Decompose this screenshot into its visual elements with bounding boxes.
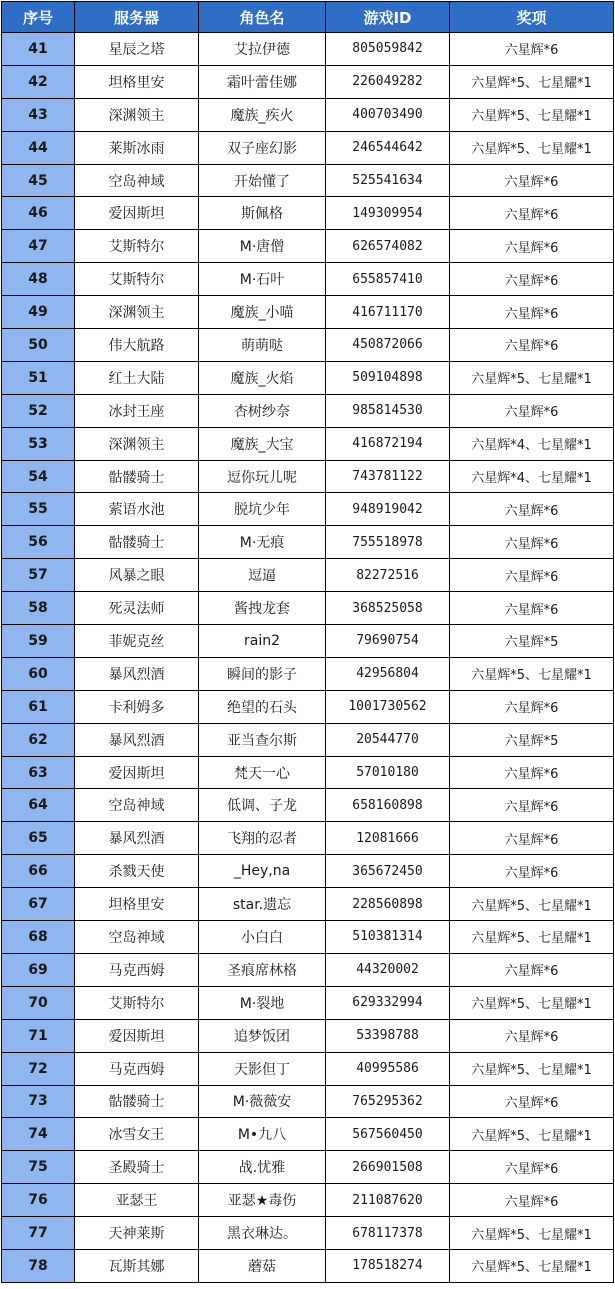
- row-server: 空岛神域: [75, 164, 199, 197]
- row-prize: 六星辉*6: [450, 33, 614, 66]
- row-role-name: M·薇薇安: [199, 1085, 326, 1118]
- row-prize: 六星辉*6: [450, 822, 614, 855]
- row-index: 66: [2, 855, 75, 888]
- table-row: [2, 263, 614, 296]
- row-index: 69: [2, 953, 75, 986]
- row-game-id: 629332994: [326, 986, 450, 1019]
- row-game-id: 368525058: [326, 592, 450, 625]
- row-role-name: 双子座幻影: [199, 131, 326, 164]
- row-game-id: 40995586: [326, 1052, 450, 1085]
- row-prize: 六星辉*6: [450, 526, 614, 559]
- row-prize: 六星辉*5、七星耀*1: [450, 986, 614, 1019]
- row-prize: 六星辉*6: [450, 329, 614, 362]
- row-prize: 六星辉*5、七星耀*1: [450, 361, 614, 394]
- header-row: [2, 2, 614, 33]
- row-index: 64: [2, 789, 75, 822]
- table-row: [2, 1019, 614, 1052]
- row-role-name: 魔族_小喵: [199, 296, 326, 329]
- table-row: [2, 164, 614, 197]
- row-role-name: M·无痕: [199, 526, 326, 559]
- table-row: [2, 1151, 614, 1184]
- row-role-name: star.遗忘: [199, 888, 326, 921]
- row-server: 深渊领主: [75, 98, 199, 131]
- row-server: 艾斯特尔: [75, 230, 199, 263]
- row-prize: 六星辉*5: [450, 723, 614, 756]
- row-server: 空岛神域: [75, 789, 199, 822]
- row-server: 爱因斯坦: [75, 197, 199, 230]
- row-index: 59: [2, 625, 75, 658]
- row-role-name: 魔族_大宝: [199, 427, 326, 460]
- row-role-name: 飞翔的忍者: [199, 822, 326, 855]
- table-row: [2, 1217, 614, 1250]
- row-game-id: 765295362: [326, 1085, 450, 1118]
- table-row: [2, 1184, 614, 1217]
- row-prize: 六星辉*6: [450, 394, 614, 427]
- row-index: 51: [2, 361, 75, 394]
- row-role-name: 魔族_疾火: [199, 98, 326, 131]
- row-server: 冰封王座: [75, 394, 199, 427]
- table-row: [2, 1249, 614, 1282]
- row-role-name: M·石叶: [199, 263, 326, 296]
- row-prize: 六星辉*6: [450, 1085, 614, 1118]
- row-prize: 六星辉*6: [450, 690, 614, 723]
- row-game-id: 400703490: [326, 98, 450, 131]
- row-game-id: 12081666: [326, 822, 450, 855]
- row-role-name: 圣痕席林格: [199, 953, 326, 986]
- row-game-id: 1001730562: [326, 690, 450, 723]
- row-server: 瓦斯其娜: [75, 1249, 199, 1282]
- table-row: [2, 427, 614, 460]
- row-server: 星辰之塔: [75, 33, 199, 66]
- table-row: [2, 953, 614, 986]
- row-game-id: 57010180: [326, 756, 450, 789]
- row-role-name: 小白白: [199, 921, 326, 954]
- row-prize: 六星辉*6: [450, 855, 614, 888]
- row-server: 暴风烈酒: [75, 723, 199, 756]
- row-role-name: 蘑菇: [199, 1249, 326, 1282]
- row-role-name: 斯佩格: [199, 197, 326, 230]
- row-prize: 六星辉*6: [450, 493, 614, 526]
- row-game-id: 178518274: [326, 1249, 450, 1282]
- row-role-name: 梵天一心: [199, 756, 326, 789]
- row-server: 天神莱斯: [75, 1217, 199, 1250]
- row-index: 58: [2, 592, 75, 625]
- table-row: [2, 690, 614, 723]
- row-server: 菲妮克丝: [75, 625, 199, 658]
- row-role-name: 追梦饭团: [199, 1019, 326, 1052]
- table-row: [2, 98, 614, 131]
- row-role-name: 杏树纱奈: [199, 394, 326, 427]
- table-row: [2, 592, 614, 625]
- row-game-id: 149309954: [326, 197, 450, 230]
- row-index: 57: [2, 559, 75, 592]
- table-row: [2, 822, 614, 855]
- row-prize: 六星辉*6: [450, 756, 614, 789]
- row-index: 75: [2, 1151, 75, 1184]
- table-row: [2, 65, 614, 98]
- row-game-id: 365672450: [326, 855, 450, 888]
- row-index: 56: [2, 526, 75, 559]
- row-prize: 六星辉*5、七星耀*1: [450, 131, 614, 164]
- row-prize: 六星辉*6: [450, 789, 614, 822]
- row-index: 47: [2, 230, 75, 263]
- table-row: [2, 329, 614, 362]
- header-game-id: 游戏ID: [326, 2, 450, 33]
- row-server: 马克西姆: [75, 953, 199, 986]
- row-index: 78: [2, 1249, 75, 1282]
- row-role-name: 绝望的石头: [199, 690, 326, 723]
- row-index: 76: [2, 1184, 75, 1217]
- row-server: 坦格里安: [75, 888, 199, 921]
- row-index: 49: [2, 296, 75, 329]
- row-server: 深渊领主: [75, 296, 199, 329]
- row-index: 77: [2, 1217, 75, 1250]
- row-prize: 六星辉*5、七星耀*1: [450, 657, 614, 690]
- row-index: 72: [2, 1052, 75, 1085]
- row-role-name: rain2: [199, 625, 326, 658]
- row-game-id: 53398788: [326, 1019, 450, 1052]
- row-role-name: 亚瑟★毒伤: [199, 1184, 326, 1217]
- row-server: 骷髅骑士: [75, 460, 199, 493]
- row-game-id: 510381314: [326, 921, 450, 954]
- row-index: 44: [2, 131, 75, 164]
- row-game-id: 948919042: [326, 493, 450, 526]
- row-game-id: 805059842: [326, 33, 450, 66]
- row-index: 62: [2, 723, 75, 756]
- row-game-id: 509104898: [326, 361, 450, 394]
- row-server: 爱因斯坦: [75, 1019, 199, 1052]
- table-row: [2, 986, 614, 1019]
- row-game-id: 211087620: [326, 1184, 450, 1217]
- row-server: 暴风烈酒: [75, 657, 199, 690]
- row-prize: 六星辉*4、七星耀*1: [450, 427, 614, 460]
- row-index: 45: [2, 164, 75, 197]
- table-row: [2, 493, 614, 526]
- row-server: 杀戮天使: [75, 855, 199, 888]
- table-row: [2, 855, 614, 888]
- row-server: 风暴之眼: [75, 559, 199, 592]
- row-game-id: 416711170: [326, 296, 450, 329]
- row-server: 马克西姆: [75, 1052, 199, 1085]
- row-server: 卡利姆多: [75, 690, 199, 723]
- table-row: [2, 296, 614, 329]
- row-index: 52: [2, 394, 75, 427]
- row-prize: 六星辉*5、七星耀*1: [450, 98, 614, 131]
- header-index: 序号: [2, 2, 75, 33]
- row-server: 莱斯冰雨: [75, 131, 199, 164]
- row-game-id: 567560450: [326, 1118, 450, 1151]
- row-role-name: 亚当查尔斯: [199, 723, 326, 756]
- row-index: 63: [2, 756, 75, 789]
- row-index: 55: [2, 493, 75, 526]
- table-row: [2, 361, 614, 394]
- row-role-name: 战.忧雅: [199, 1151, 326, 1184]
- row-prize: 六星辉*6: [450, 592, 614, 625]
- row-prize: 六星辉*6: [450, 230, 614, 263]
- row-server: 伟大航路: [75, 329, 199, 362]
- row-server: 深渊领主: [75, 427, 199, 460]
- row-index: 60: [2, 657, 75, 690]
- row-role-name: _Hey,na: [199, 855, 326, 888]
- table-row: [2, 756, 614, 789]
- row-server: 萦语水池: [75, 493, 199, 526]
- row-game-id: 42956804: [326, 657, 450, 690]
- row-server: 骷髅骑士: [75, 1085, 199, 1118]
- row-server: 冰雪女王: [75, 1118, 199, 1151]
- row-game-id: 743781122: [326, 460, 450, 493]
- table-row: [2, 1118, 614, 1151]
- row-index: 42: [2, 65, 75, 98]
- row-game-id: 82272516: [326, 559, 450, 592]
- row-game-id: 658160898: [326, 789, 450, 822]
- row-prize: 六星辉*6: [450, 1184, 614, 1217]
- row-prize: 六星辉*5、七星耀*1: [450, 1118, 614, 1151]
- row-role-name: 逗逼: [199, 559, 326, 592]
- row-prize: 六星辉*5、七星耀*1: [450, 888, 614, 921]
- table-row: [2, 33, 614, 66]
- table-row: [2, 657, 614, 690]
- table-row: [2, 723, 614, 756]
- row-index: 74: [2, 1118, 75, 1151]
- row-game-id: 655857410: [326, 263, 450, 296]
- row-game-id: 226049282: [326, 65, 450, 98]
- table-row: [2, 230, 614, 263]
- row-role-name: 萌萌哒: [199, 329, 326, 362]
- row-game-id: 755518978: [326, 526, 450, 559]
- row-index: 68: [2, 921, 75, 954]
- table-row: [2, 888, 614, 921]
- row-server: 空岛神域: [75, 921, 199, 954]
- row-role-name: 黑衣琳达。: [199, 1217, 326, 1250]
- row-prize: 六星辉*5、七星耀*1: [450, 921, 614, 954]
- row-index: 61: [2, 690, 75, 723]
- row-index: 54: [2, 460, 75, 493]
- row-role-name: 魔族_火焰: [199, 361, 326, 394]
- table-row: [2, 394, 614, 427]
- row-server: 艾斯特尔: [75, 986, 199, 1019]
- table-row: [2, 526, 614, 559]
- row-prize: 六星辉*6: [450, 1019, 614, 1052]
- row-role-name: M·唐僧: [199, 230, 326, 263]
- header-role: 角色名: [199, 2, 326, 33]
- row-role-name: 逗你玩儿呢: [199, 460, 326, 493]
- row-server: 亚瑟王: [75, 1184, 199, 1217]
- row-prize: 六星辉*6: [450, 953, 614, 986]
- row-game-id: 44320002: [326, 953, 450, 986]
- row-index: 65: [2, 822, 75, 855]
- row-prize: 六星辉*6: [450, 263, 614, 296]
- table-row: [2, 921, 614, 954]
- row-prize: 六星辉*6: [450, 164, 614, 197]
- row-server: 圣殿骑士: [75, 1151, 199, 1184]
- row-role-name: 低调、子龙: [199, 789, 326, 822]
- row-server: 暴风烈酒: [75, 822, 199, 855]
- table-row: [2, 131, 614, 164]
- row-role-name: 酱拽龙套: [199, 592, 326, 625]
- row-role-name: M·裂地: [199, 986, 326, 1019]
- row-prize: 六星辉*5、七星耀*1: [450, 1249, 614, 1282]
- row-index: 43: [2, 98, 75, 131]
- row-game-id: 985814530: [326, 394, 450, 427]
- row-role-name: 霜叶蕾佳娜: [199, 65, 326, 98]
- row-role-name: 脱坑少年: [199, 493, 326, 526]
- row-index: 48: [2, 263, 75, 296]
- row-game-id: 450872066: [326, 329, 450, 362]
- row-prize: 六星辉*5: [450, 625, 614, 658]
- row-prize: 六星辉*6: [450, 559, 614, 592]
- row-index: 50: [2, 329, 75, 362]
- row-game-id: 626574082: [326, 230, 450, 263]
- row-server: 爱因斯坦: [75, 756, 199, 789]
- row-role-name: 瞬间的影子: [199, 657, 326, 690]
- row-prize: 六星辉*5、七星耀*1: [450, 65, 614, 98]
- row-role-name: 开始懂了: [199, 164, 326, 197]
- row-server: 骷髅骑士: [75, 526, 199, 559]
- row-game-id: 266901508: [326, 1151, 450, 1184]
- table-row: [2, 1052, 614, 1085]
- row-server: 艾斯特尔: [75, 263, 199, 296]
- row-index: 67: [2, 888, 75, 921]
- row-game-id: 20544770: [326, 723, 450, 756]
- row-game-id: 416872194: [326, 427, 450, 460]
- row-game-id: 228560898: [326, 888, 450, 921]
- row-role-name: M•九八: [199, 1118, 326, 1151]
- table-row: [2, 197, 614, 230]
- row-prize: 六星辉*5、七星耀*1: [450, 1052, 614, 1085]
- winners-table: [1, 1, 614, 1283]
- header-prize: 奖项: [450, 2, 614, 33]
- row-game-id: 525541634: [326, 164, 450, 197]
- table-row: [2, 1085, 614, 1118]
- table-row: [2, 625, 614, 658]
- row-index: 71: [2, 1019, 75, 1052]
- row-index: 70: [2, 986, 75, 1019]
- row-index: 46: [2, 197, 75, 230]
- table-body: [2, 33, 614, 1283]
- table-row: [2, 460, 614, 493]
- row-role-name: 天影但丁: [199, 1052, 326, 1085]
- header-server: 服务器: [75, 2, 199, 33]
- row-game-id: 79690754: [326, 625, 450, 658]
- row-prize: 六星辉*6: [450, 197, 614, 230]
- row-game-id: 246544642: [326, 131, 450, 164]
- row-index: 73: [2, 1085, 75, 1118]
- row-server: 坦格里安: [75, 65, 199, 98]
- table-row: [2, 789, 614, 822]
- row-role-name: 艾拉伊德: [199, 33, 326, 66]
- row-index: 41: [2, 33, 75, 66]
- row-server: 红土大陆: [75, 361, 199, 394]
- row-game-id: 678117378: [326, 1217, 450, 1250]
- row-prize: 六星辉*6: [450, 296, 614, 329]
- table-row: [2, 559, 614, 592]
- row-prize: 六星辉*6: [450, 1151, 614, 1184]
- row-prize: 六星辉*5、七星耀*1: [450, 1217, 614, 1250]
- row-index: 53: [2, 427, 75, 460]
- row-server: 死灵法师: [75, 592, 199, 625]
- row-prize: 六星辉*4、七星耀*1: [450, 460, 614, 493]
